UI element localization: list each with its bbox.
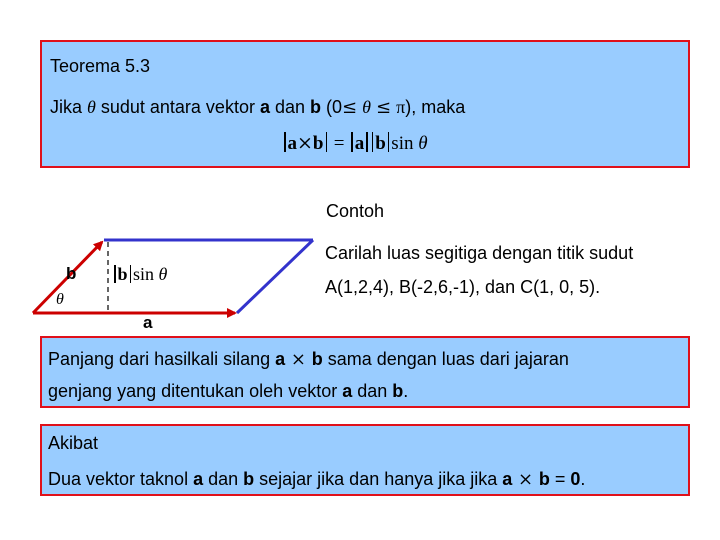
theorem-statement: Jika θ sudut antara vektor a dan b (0≤ θ ≤ π), maka <box>50 97 466 118</box>
note-line-1: Panjang dari hasilkali silang a × b sama dengan luas dari jajaran <box>48 349 569 370</box>
note-line-2: genjang yang ditentukan oleh vektor a dan b. <box>48 381 409 401</box>
theta-symbol: θ <box>87 97 96 117</box>
diagram-label-theta: θ <box>56 291 64 308</box>
example-line-2: A(1,2,4), B(-2,6,-1), dan C(1, 0, 5). <box>325 277 601 297</box>
cross-product-formula: a×b = a b sin θ <box>282 130 428 157</box>
example-line-1: Carilah luas segitiga dengan titik sudut <box>325 243 634 263</box>
diagram-label-a: a <box>143 313 153 332</box>
vector-a: a <box>259 97 270 117</box>
theorem-title: Teorema 5.3 <box>50 56 151 76</box>
corollary-statement: Dua vektor taknol a dan b sejajar jika dan hanya jika jika a × b = 0. <box>48 469 586 490</box>
example-title: Contoh <box>326 201 385 221</box>
height-label: b sin θ <box>112 263 167 285</box>
vector-b: b <box>310 97 322 117</box>
corollary-title: Akibat <box>48 433 99 453</box>
side-right <box>237 240 313 313</box>
diagram-label-b: b <box>66 264 77 283</box>
